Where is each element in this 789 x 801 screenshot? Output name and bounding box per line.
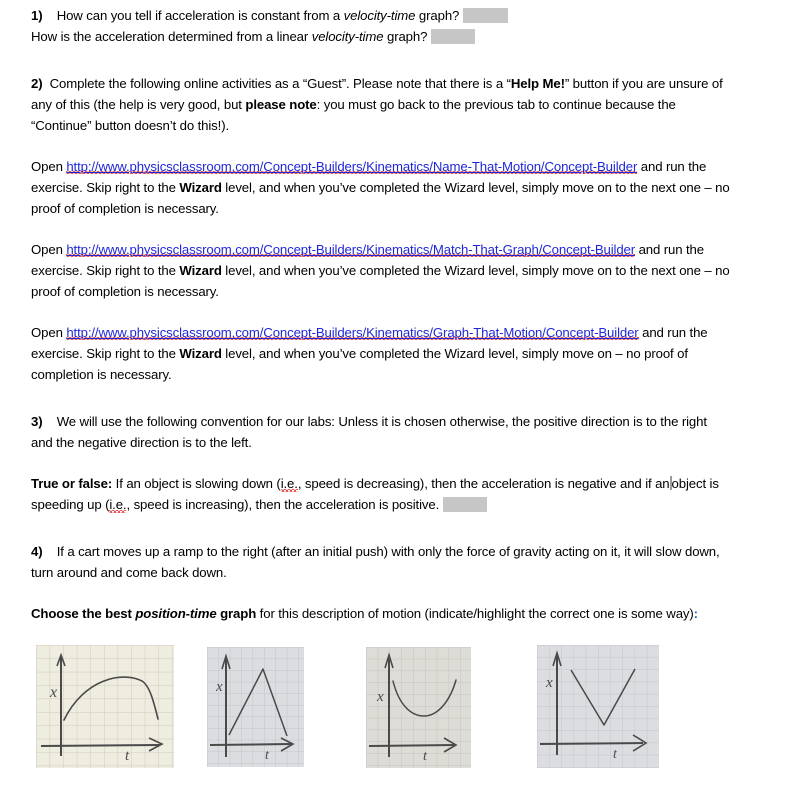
position-time-emphasis: position-time [135, 606, 217, 621]
open-label-1: Open [31, 159, 67, 174]
spacer [31, 453, 731, 473]
wizard-bold-1: Wizard [179, 180, 222, 195]
please-note-bold: please note [245, 97, 317, 112]
ie-abbrev-1: i.e. [280, 476, 298, 491]
graph-option-c[interactable] [366, 647, 471, 768]
tf-text-d: , speed is increasing), then the acceleration is positive. [126, 497, 440, 512]
document-body [31, 5, 731, 624]
question-3-text: We will use the following convention for our labs: Unless it is chosen otherwise, the positive direction is to the right and the negative direction is to the left. [31, 414, 707, 450]
spacer [31, 47, 731, 73]
choose-text-rest: for this description of motion (indicate/highlight the correct one is some way) [256, 606, 694, 621]
question-4-number: 4) [31, 544, 43, 559]
svg-text:t: t [423, 749, 427, 764]
question-3-number: 3) [31, 414, 43, 429]
choose-instruction [31, 603, 731, 624]
svg-text:x: x [50, 684, 58, 701]
graph-c-drawing [366, 647, 471, 768]
choose-text-1: Choose the best [31, 606, 136, 621]
graph-d-drawing [537, 645, 659, 768]
open-label-3: Open [31, 325, 67, 340]
answer-blank-2[interactable] [431, 29, 475, 44]
question-3 [31, 411, 731, 453]
question-1-line2-text-b: graph? [383, 29, 428, 44]
question-1-line-2 [31, 26, 731, 47]
svg-text:t: t [265, 748, 269, 763]
concept-builder-link-2[interactable]: http://www.physicsclassroom.com/Concept-Builders/Kinematics/Match-That-Graph/Concept-Builder [66, 242, 636, 257]
wizard-bold-3: Wizard [179, 346, 222, 361]
question-2-intro [31, 73, 731, 136]
activity-item [31, 156, 731, 219]
true-or-false-statement [31, 473, 731, 515]
activity-2-text-a: and run the exercise. Skip right to the [31, 242, 704, 278]
question-2-text-1: Complete the following online activities as a “Guest”. Please note that there is a “ [49, 76, 511, 91]
ie-abbrev-2: i.e. [109, 497, 127, 512]
question-2-text-2: ” button if you are unsure of any of this (the help is very good, but [31, 76, 723, 112]
activity-item [31, 322, 731, 385]
answer-blank-3[interactable] [443, 497, 487, 512]
choose-text-2: graph [216, 606, 257, 621]
question-1-text-b: graph? [415, 8, 460, 23]
activity-3-text-b: level, and when you’ve completed the Wizard level, simply move on – no proof of completion is necessary. [31, 346, 688, 382]
question-4 [31, 541, 731, 583]
graph-option-a[interactable] [36, 645, 174, 768]
graph-b-drawing [207, 647, 304, 767]
graph-a-drawing [36, 645, 174, 768]
svg-text:x: x [377, 689, 384, 705]
question-1-line2-text-a: How is the acceleration determined from a linear [31, 29, 312, 44]
question-2-number: 2) [31, 76, 43, 91]
velocity-time-emphasis-2: velocity-time [311, 29, 384, 44]
concept-builder-link-3[interactable]: http://www.physicsclassroom.com/Concept-Builders/Kinematics/Graph-That-Motion/Concept-Builder [66, 325, 639, 340]
activity-1-text-a: and run the exercise. Skip right to the [31, 159, 707, 195]
activity-1-text-b: level, and when you’ve completed the Wizard level, simply move on to the next one – no proof of completion is necessary. [31, 180, 730, 216]
wizard-bold-2: Wizard [179, 263, 222, 278]
choose-colon: : [693, 606, 698, 621]
activity-3-text-a: and run the exercise. Skip right to the [31, 325, 708, 361]
tf-text-a: If an object is slowing down ( [112, 476, 281, 491]
true-or-false-label: True or false: [31, 476, 113, 491]
spacer [31, 219, 731, 239]
tf-text-b: , speed is decreasing), then the acceleration is negative and if an [297, 476, 670, 491]
question-4-text: If a cart moves up a ramp to the right (after an initial push) with only the force of gravity acting on it, it will slow down, turn around and come back down. [31, 544, 720, 580]
spacer [31, 515, 731, 541]
graph-option-b[interactable] [207, 647, 304, 767]
tf-text-c: object is speeding up ( [31, 476, 719, 512]
activity-2-text-b: level, and when you’ve completed the Wizard level, simply move on to the next one – no proof of completion is necessary. [31, 263, 730, 299]
graph-choices-row [0, 642, 789, 772]
velocity-time-emphasis-1: velocity-time [343, 8, 416, 23]
spacer [31, 302, 731, 322]
spacer [31, 136, 731, 156]
concept-builder-link-1[interactable]: http://www.physicsclassroom.com/Concept-Builders/Kinematics/Name-That-Motion/Concept-Builder [66, 159, 638, 174]
spacer [31, 385, 731, 411]
help-me-bold: Help Me! [510, 76, 565, 91]
question-1-number: 1) [31, 8, 43, 23]
svg-text:x: x [546, 675, 553, 691]
question-1-text-a: How can you tell if acceleration is constant from a [56, 8, 344, 23]
graph-option-d[interactable] [537, 645, 659, 768]
question-1-line-1 [31, 5, 731, 26]
svg-text:t: t [613, 747, 617, 762]
svg-text:t: t [125, 748, 130, 764]
activity-item [31, 239, 731, 302]
svg-text:x: x [216, 679, 223, 695]
question-2-text-3: : you must go back to the previous tab to continue because the “Continue” button doesn’t do this!). [31, 97, 676, 133]
answer-blank-1[interactable] [463, 8, 508, 23]
spacer [31, 583, 731, 603]
open-label-2: Open [31, 242, 67, 257]
